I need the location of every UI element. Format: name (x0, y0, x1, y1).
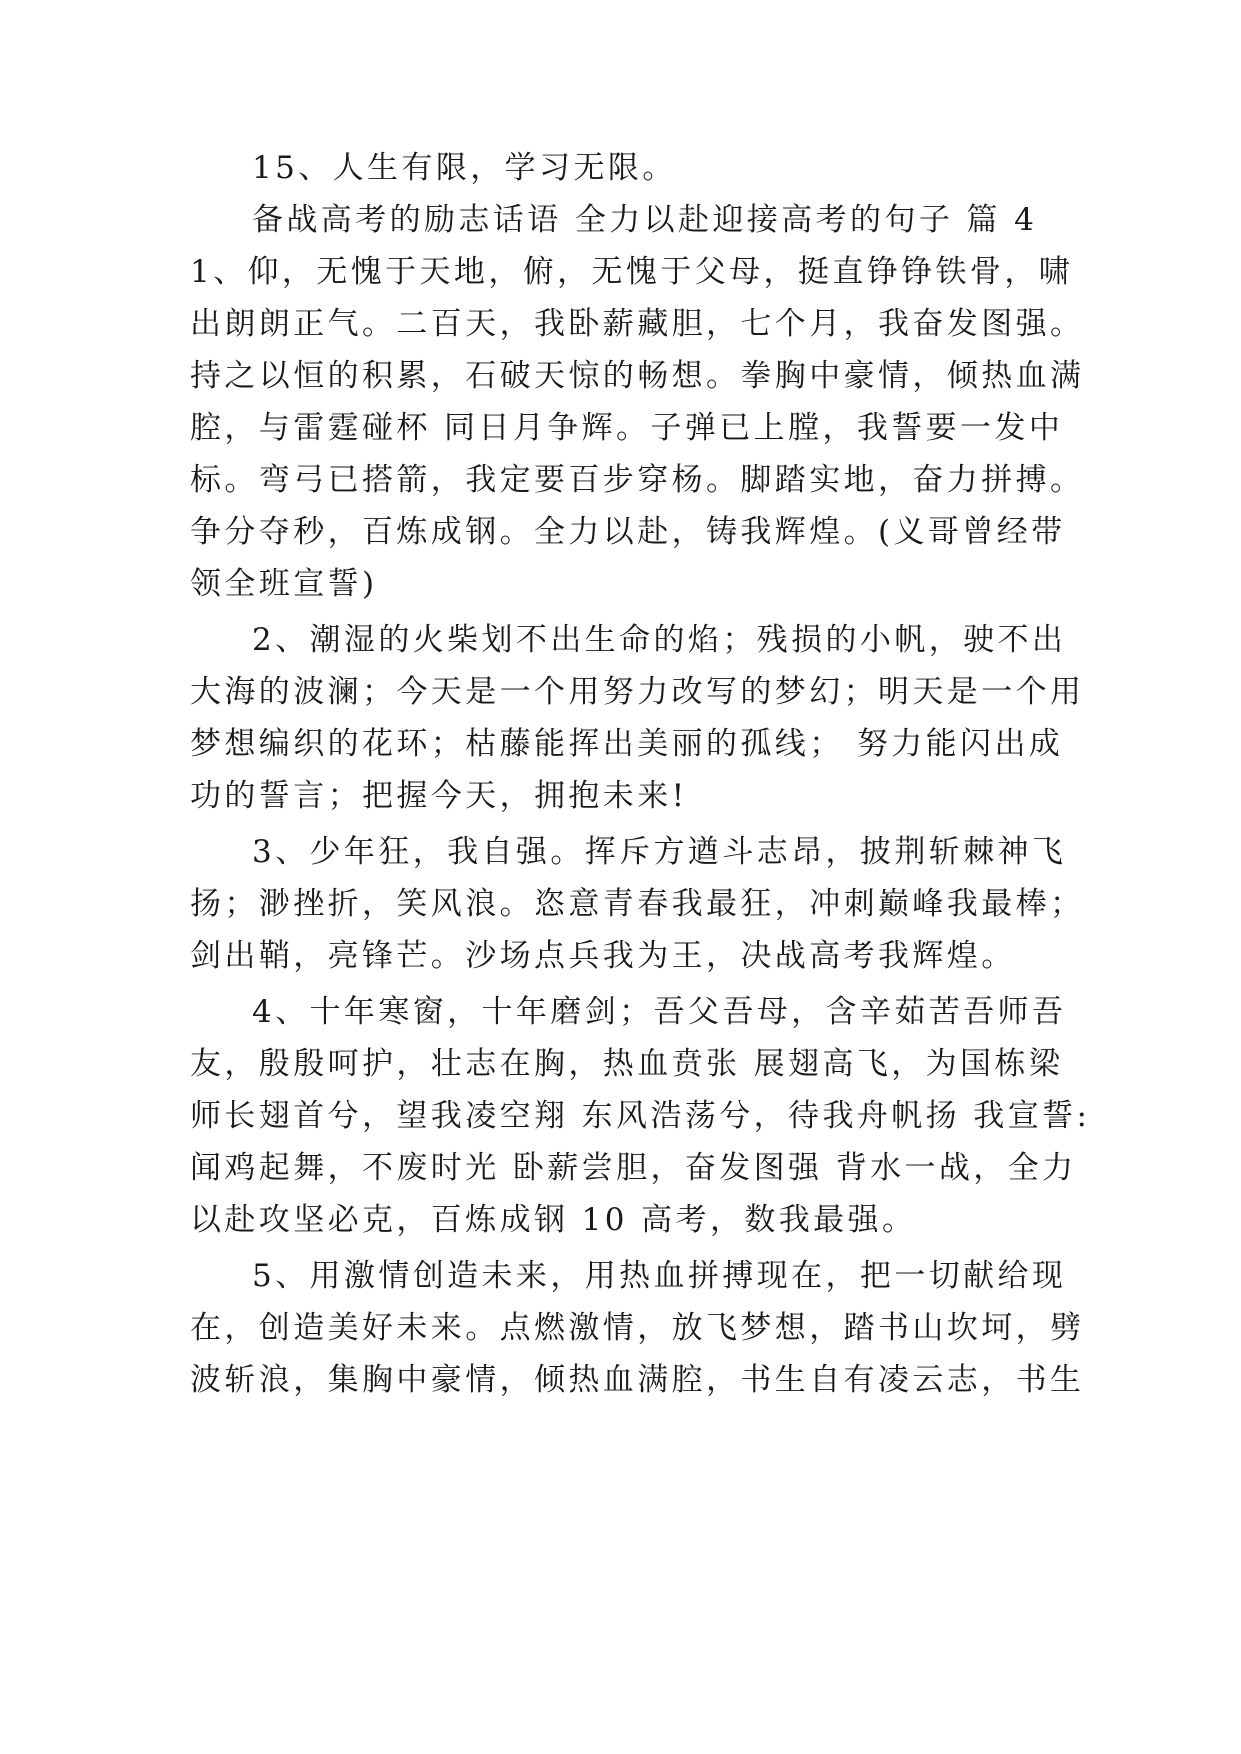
text-line: 2、潮湿的火柴划不出生命的焰；残损的小帆，驶不出 (252, 622, 1067, 658)
text-line: 波斩浪，集胸中豪情，倾热血满腔，书生自有凌云志，书生 (190, 1362, 1085, 1398)
text-line: 标。弯弓已搭箭，我定要百步穿杨。脚踏实地，奋力拼搏。 (190, 462, 1085, 498)
text-line: 持之以恒的积累，石破天惊的畅想。拳胸中豪情，倾热血满 (190, 358, 1085, 394)
text-line: 大海的波澜；今天是一个用努力改写的梦幻；明天是一个用 (190, 674, 1085, 710)
text-line: 扬；渺挫折，笑风浪。恣意青春我最狂，冲刺巅峰我最棒； (190, 886, 1085, 922)
text-line: 剑出鞘，亮锋芒。沙场点兵我为王，决战高考我辉煌。 (190, 938, 1016, 974)
text-line: 腔，与雷霆碰杯 同日月争辉。子弹已上膛，我誓要一发中 (190, 410, 1064, 446)
text-line: 在，创造美好未来。点燃激情，放飞梦想，踏书山坎坷，劈 (190, 1310, 1085, 1346)
text-line: 5、用激情创造未来，用热血拼搏现在，把一切献给现 (252, 1258, 1067, 1294)
text-line: 争分夺秒，百炼成钢。全力以赴，铸我辉煌。(义哥曾经带 (190, 514, 1066, 550)
text-line: 出朗朗正气。二百天，我卧薪藏胆，七个月，我奋发图强。 (190, 306, 1085, 342)
text-line: 4、十年寒窗，十年磨剑；吾父吾母，含辛茹苦吾师吾 (252, 994, 1067, 1030)
section-heading: 备战高考的励志话语 全力以赴迎接高考的句子 篇 4 (252, 202, 1038, 238)
text-line: 闻鸡起舞，不废时光 卧薪尝胆，奋发图强 背水一战，全力 (190, 1150, 1077, 1186)
text-line: 功的誓言；把握今天，拥抱未来! (190, 778, 688, 814)
text-line: 以赴攻坚必克，百炼成钢 10 高考，数我最强。 (190, 1202, 917, 1238)
text-line: 15、人生有限，学习无限。 (252, 150, 677, 186)
text-line: 师长翅首兮，望我凌空翔 东风浩荡兮，待我舟帆扬 我宣誓: (190, 1098, 1091, 1134)
text-line: 领全班宣誓) (190, 566, 378, 602)
text-line: 3、少年狂，我自强。挥斥方遒斗志昂，披荆斩棘神飞 (252, 834, 1067, 870)
text-line: 1、仰，无愧于天地，俯，无愧于父母，挺直铮铮铁骨，啸 (190, 254, 1074, 290)
text-line: 友，殷殷呵护，壮志在胸，热血贲张 展翅高飞，为国栋梁 (190, 1046, 1064, 1082)
text-line: 梦想编织的花环；枯藤能挥出美丽的孤线； 努力能闪出成 (190, 726, 1064, 762)
